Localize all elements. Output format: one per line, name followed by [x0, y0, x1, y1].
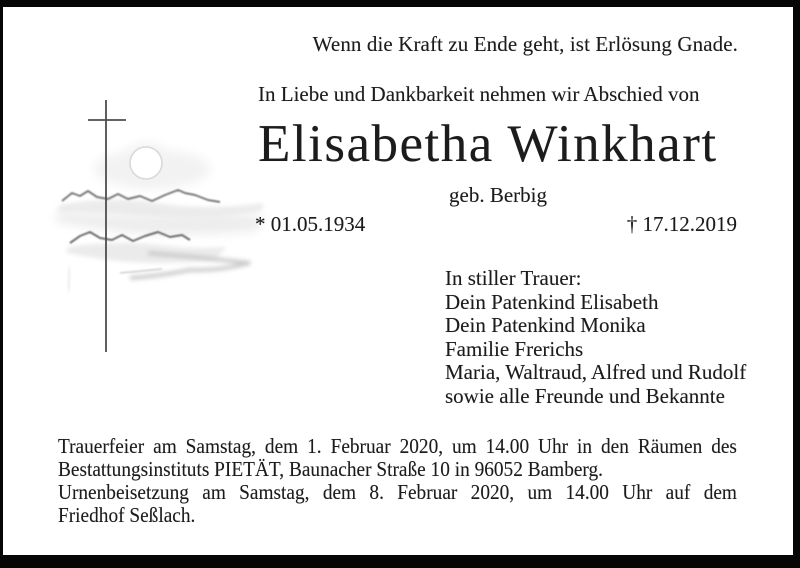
ceremony-line: Urnenbeisetzung am Samstag, dem 8. Februar 2020, um 14.00 Uhr auf dem	[58, 480, 737, 504]
mourner-line: Dein Patenkind Monika	[445, 313, 646, 338]
cross-sun-mountains-icon	[48, 95, 273, 360]
mourners-block	[445, 267, 746, 409]
scan-border-left	[0, 0, 3, 568]
farewell-intro: In Liebe und Dankbarkeit nehmen wir Abschied von	[258, 82, 700, 106]
ceremony-details	[58, 435, 737, 527]
epigraph: Wenn die Kraft zu Ende geht, ist Erlösung Gnade.	[312, 32, 738, 56]
life-dates	[255, 211, 737, 237]
sun-icon	[130, 147, 162, 179]
mourner-line: Dein Patenkind Elisabeth	[445, 289, 659, 314]
mourner-line: Familie Frerichs	[445, 336, 584, 361]
ceremony-line: Friedhof Seßlach.	[58, 503, 196, 527]
scan-border-top	[0, 0, 800, 7]
scan-border-bottom	[0, 555, 800, 568]
death-date: † 17.12.2019	[626, 212, 737, 236]
scan-border-right	[793, 0, 800, 568]
mourner-line: Maria, Waltraud, Alfred und Rudolf	[445, 360, 747, 385]
birth-date: * 01.05.1934	[255, 212, 366, 236]
mountain-ridge-upper	[62, 190, 220, 202]
mourner-line: sowie alle Freunde und Bekannte	[445, 383, 725, 408]
mourners-heading: In stiller Trauer:	[445, 266, 582, 290]
ceremony-line: Bestattungsinstituts PIETÄT, Baunacher Straße 10 in 96052 Bamberg.	[58, 457, 603, 481]
deceased-name: Elisabetha Winkhart	[258, 115, 718, 173]
ceremony-line: Trauerfeier am Samstag, dem 1. Februar 2020, um 14.00 Uhr in den Räumen des	[58, 434, 737, 458]
maiden-name: geb. Berbig	[449, 183, 547, 207]
